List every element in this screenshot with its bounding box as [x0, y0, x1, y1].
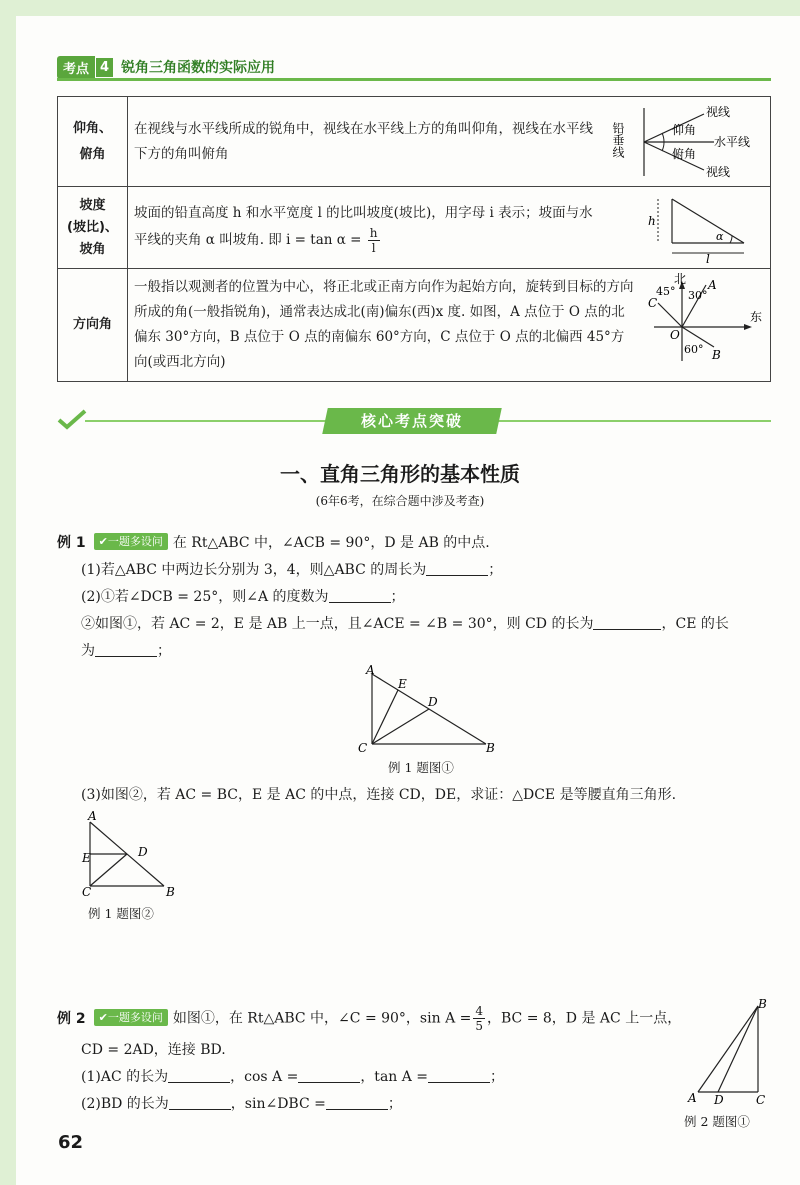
example-stem-cont: CD = 2AD，连接 BD.: [81, 1042, 226, 1058]
row-header: 方向角: [58, 269, 128, 382]
example-1-figure-1: [350, 664, 510, 756]
multi-question-badge: ✔一题多设问: [94, 533, 168, 550]
angle-30: 30°: [688, 289, 708, 302]
question-2b: ②如图①，若 AC = 2，E 是 AB 上一点，且∠ACE = ∠B = 30°，则 CD 的长为: [81, 616, 594, 632]
vertical-label: 铅垂线: [611, 121, 625, 158]
example-label: 例 2: [57, 1010, 86, 1027]
answer-blank[interactable]: [168, 1068, 230, 1083]
row-text: 一般指以观测者的位置为中心，将正北或正南方向作为起始方向，旋转到目标的方向所成的角(一般指锐角)，通常表达成北(南)偏东(西)x 度. 如图，A 点位于 O 点的北偏东 30°方向，B 点位于 O 点的南偏东 60°方向，C 点位于 O 点的北偏西 45°方向(或西北方向): [134, 279, 634, 370]
alpha-label: α: [716, 229, 724, 243]
section-subtitle: (6年6考，在综合题中涉及考查): [315, 494, 485, 508]
example-stem: 如图①，在 Rt△ABC 中，∠C = 90°，sin A =: [172, 1010, 472, 1027]
figure-caption: 例 1 题图①: [388, 760, 454, 775]
point-e: E: [398, 677, 407, 691]
example-label: 例 1: [57, 535, 86, 551]
answer-blank[interactable]: [428, 1068, 490, 1083]
point-o: O: [670, 328, 680, 342]
knowledge-table: [57, 96, 771, 382]
row-header: 仰角、 俯角: [58, 97, 128, 187]
example-2: 例 2 ✔一题多设问 如图①，在 Rt△ABC 中，∠C = 90°，sin A = $\frac{4}{5}$ ，BC = 8，D 是 AC 上一点， CD = 2AD，连接 BD. (1)AC 的长为 ，cos A = ，tan A = ； (2)BD 的长为 ，sin∠DBC = ；: [57, 1004, 697, 1118]
multi-question-badge: ✔一题多设问: [94, 1009, 168, 1026]
point-b: B: [712, 348, 721, 362]
point-e: E: [82, 851, 91, 865]
topic-tag-label: 考点: [57, 56, 95, 79]
question-1: (1)AC 的长为: [81, 1069, 169, 1085]
north-label: 北: [674, 273, 687, 286]
answer-blank[interactable]: [426, 561, 488, 576]
depression-label: 俯角: [672, 146, 697, 161]
question-2: (2)BD 的长为: [81, 1096, 169, 1112]
answer-blank[interactable]: [298, 1068, 360, 1083]
height-label: h: [648, 213, 656, 228]
point-c: C: [756, 1093, 766, 1106]
topic-tag-number: 4: [95, 58, 113, 77]
table-row: [58, 269, 771, 382]
table-row: [58, 97, 771, 187]
point-c: C: [358, 741, 368, 755]
point-b: B: [758, 997, 767, 1011]
topic-tag: [57, 56, 275, 78]
slope-diagram: [644, 193, 764, 263]
east-label: 东: [750, 310, 763, 324]
answer-blank[interactable]: [593, 615, 661, 630]
point-c: C: [82, 885, 92, 899]
row-header: 坡度 (坡比)、 坡角: [58, 187, 128, 269]
slope-fraction: $\frac{h}{l}$: [369, 225, 378, 255]
banner-title: 核心考点突破: [360, 412, 463, 430]
horizontal-label: 水平线: [714, 134, 751, 149]
page-number: 62: [58, 1132, 84, 1153]
point-a: A: [688, 1091, 697, 1105]
example-1: 例 1 ✔一题多设问 在 Rt△ABC 中，∠ACB = 90°，D 是 AB 的中点. (1)若△ABC 中两边长分别为 3，4，则△ABC 的周长为 ； (2)①若∠DCB = 25°，则∠A 的度数为 ； ②如图①，若 AC = 2，E 是 AB 上一点，且∠ACE = ∠B = 30°，则 CD 的长为 ，CE 的长 为 ；: [57, 535, 729, 659]
point-b: B: [166, 885, 175, 899]
section-title: 一、直角三角形的基本性质: [280, 462, 520, 486]
elevation-depression-diagram: [604, 102, 764, 182]
sin-fraction: $\frac{4}{5}$: [475, 1004, 483, 1033]
angle-60: 60°: [684, 343, 704, 356]
point-b: B: [486, 741, 495, 755]
core-banner: [57, 404, 771, 438]
figure-caption: 例 1 题图②: [88, 906, 154, 921]
point-a: A: [366, 664, 375, 677]
example-2-figure-1: [680, 996, 780, 1106]
question-3: (3)如图②，若 AC = BC，E 是 AC 的中点，连接 CD，DE，求证：△DCE 是等腰直角三角形.: [81, 787, 677, 803]
sight-label: 视线: [706, 104, 731, 119]
figure-caption: 例 2 题图①: [684, 1114, 750, 1129]
point-a: A: [708, 278, 717, 292]
topic-title: 锐角三角函数的实际应用: [121, 60, 276, 76]
answer-blank[interactable]: [326, 1095, 388, 1110]
answer-blank[interactable]: [169, 1095, 231, 1110]
row-text: 在视线与水平线所成的锐角中，视线在水平线上方的角叫仰角，视线在水平线下方的角叫俯角: [134, 120, 593, 162]
header-divider: [57, 78, 771, 81]
answer-blank[interactable]: [95, 642, 157, 657]
width-label: l: [706, 251, 710, 263]
point-c: C: [648, 296, 658, 310]
point-d: D: [714, 1093, 724, 1106]
check-icon: [57, 408, 87, 430]
direction-angle-diagram: [634, 273, 764, 377]
elevation-label: 仰角: [672, 122, 697, 137]
answer-blank[interactable]: [329, 588, 391, 603]
point-a: A: [88, 810, 97, 823]
example-stem: 在 Rt△ABC 中，∠ACB = 90°，D 是 AB 的中点.: [172, 535, 490, 551]
question-1: (1)若△ABC 中两边长分别为 3，4，则△ABC 的周长为: [81, 562, 427, 578]
row-text: 坡面的铅直高度 h 和水平宽度 l 的比叫坡度(坡比)，用字母 i 表示；坡面与水平线的夹角 α 叫坡角. 即 i = tan α =: [134, 204, 593, 248]
question-2a: (2)①若∠DCB = 25°，则∠A 的度数为: [81, 589, 329, 605]
angle-45: 45°: [656, 285, 676, 298]
point-d: D: [138, 845, 148, 859]
example-1-figure-2: [78, 810, 188, 900]
table-row: [58, 187, 771, 269]
sight-label-2: 视线: [706, 164, 731, 179]
point-d: D: [428, 695, 438, 709]
